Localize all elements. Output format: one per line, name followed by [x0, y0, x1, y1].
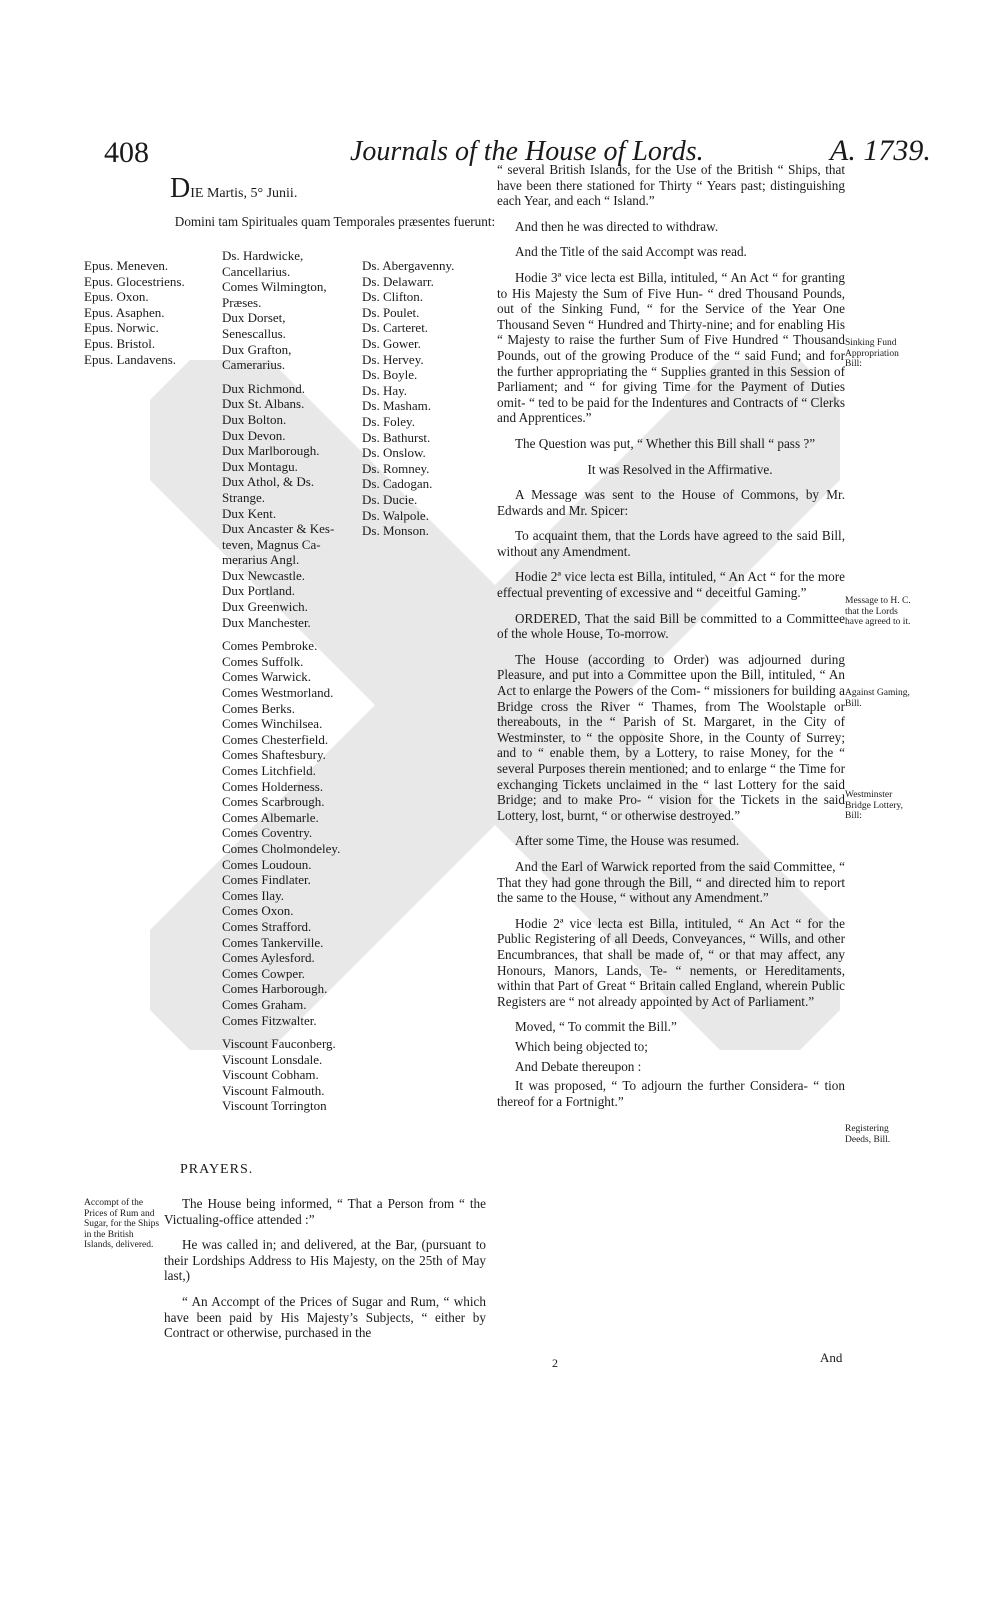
- duke-entry: merarius Angl.: [222, 552, 300, 568]
- duke-entry: Strange.: [222, 489, 265, 505]
- duke-entry: Dux Montagu.: [222, 458, 298, 474]
- bishop-entry: Epus. Bristol.: [84, 335, 156, 351]
- paragraph: And the Title of the said Accompt was read.: [515, 244, 747, 260]
- earl-entry: Comes Pembroke.: [222, 638, 318, 654]
- duke-entry: teven, Magnus Ca-: [222, 536, 321, 552]
- baron-entry: Ds. Delawarr.: [362, 273, 434, 289]
- officers-group: [222, 248, 340, 373]
- session-heading: [170, 173, 500, 243]
- viscounts-group: [222, 1036, 340, 1114]
- bishop-entry: Epus. Norwic.: [84, 320, 159, 336]
- baron-entry: Ds. Boyle.: [362, 367, 418, 383]
- baron-entry: Ds. Walpole.: [362, 507, 429, 523]
- margin-note-accompt: Accompt of the Prices of Rum and Sugar, for the Ships in the British Islands, delivered.: [84, 1198, 160, 1250]
- duke-entry: Dux Bolton.: [222, 411, 287, 427]
- officer-entry: Senescallus.: [222, 325, 286, 341]
- signature-mark: 2: [552, 1356, 558, 1370]
- paragraph: After some Time, the House was resumed.: [515, 833, 740, 849]
- earls-group: [222, 638, 340, 1028]
- viscount-entry: Viscount Cobham.: [222, 1067, 319, 1083]
- officer-entry: Præses.: [222, 294, 262, 310]
- baron-entry: Ds. Abergavenny.: [362, 258, 455, 273]
- page-number: 408: [104, 136, 149, 169]
- duke-entry: Dux Greenwich.: [222, 599, 308, 615]
- journal-title: Journals of the House of Lords.: [350, 136, 704, 167]
- baron-entry: Ds. Onslow.: [362, 445, 426, 461]
- earl-entry: Comes Cowper.: [222, 965, 306, 981]
- earl-entry: Comes Graham.: [222, 996, 307, 1012]
- margin-note-sinking-fund: Sinking Fund Appropriation Bill:: [845, 338, 899, 369]
- paragraph: The Question was put, “ Whether this Bill shall “ pass ?”: [515, 435, 816, 451]
- earl-entry: Comes Fitzwalter.: [222, 1012, 317, 1028]
- duke-entry: Dux Ancaster & Kes-: [222, 521, 335, 537]
- earl-entry: Comes Berks.: [222, 700, 295, 716]
- duke-entry: Dux Kent.: [222, 505, 277, 521]
- earl-entry: Comes Winchilsea.: [222, 716, 323, 732]
- paragraph: It was Resolved in the Affirmative.: [587, 461, 773, 477]
- margin-note-gaming: Against Gaming, Bill.: [845, 688, 910, 709]
- earl-entry: Comes Litchfield.: [222, 763, 316, 778]
- officer-entry: Dux Grafton,: [222, 341, 292, 357]
- viscount-entry: Viscount Torrington: [222, 1098, 327, 1114]
- earl-entry: Comes Albemarle.: [222, 809, 319, 825]
- baron-entry: Ds. Monson.: [362, 523, 429, 539]
- peers-list: [222, 248, 340, 1114]
- bishop-entry: Epus. Asaphen.: [84, 304, 165, 320]
- earl-entry: Comes Aylesford.: [222, 950, 315, 966]
- paragraph: And Debate thereupon :: [515, 1058, 642, 1074]
- earl-entry: Comes Strafford.: [222, 918, 312, 934]
- earl-entry: Comes Ilay.: [222, 887, 284, 903]
- viscount-entry: Viscount Lonsdale.: [222, 1051, 323, 1067]
- earl-entry: Comes Holderness.: [222, 778, 324, 794]
- officer-entry: Cancellarius.: [222, 263, 291, 279]
- duke-entry: Dux Manchester.: [222, 614, 311, 630]
- earl-entry: Comes Findlater.: [222, 872, 311, 888]
- session-date-text: IE Martis, 5° Junii.: [190, 186, 298, 201]
- earl-entry: Comes Warwick.: [222, 669, 311, 685]
- earl-entry: Comes Harborough.: [222, 981, 328, 997]
- baron-entry: Ds. Hay.: [362, 382, 408, 398]
- margin-note-registering: Registering Deeds, Bill.: [845, 1124, 891, 1145]
- officer-entry: Comes Wilmington,: [222, 279, 327, 295]
- earl-entry: Comes Tankerville.: [222, 934, 324, 950]
- margin-note-message: Message to H. C. that the Lords have agreed to it.: [845, 596, 911, 627]
- viscount-entry: Viscount Fauconberg.: [222, 1036, 336, 1052]
- duke-entry: Dux Marlborough.: [222, 443, 320, 459]
- barons-list: [362, 258, 454, 539]
- officer-entry: Dux Dorset,: [222, 310, 286, 326]
- baron-entry: Ds. Romney.: [362, 460, 430, 476]
- earl-entry: Comes Chesterfield.: [222, 731, 329, 747]
- duke-entry: Dux Portland.: [222, 583, 295, 599]
- bishop-entry: Epus. Glocestriens.: [84, 273, 185, 289]
- earl-entry: Comes Suffolk.: [222, 653, 304, 669]
- baron-entry: Ds. Poulet.: [362, 304, 420, 320]
- bishops-list: [84, 258, 185, 367]
- earl-entry: Comes Coventry.: [222, 825, 313, 841]
- earl-entry: Comes Westmorland.: [222, 685, 334, 701]
- paragraph: ORDERED, That the said Bill be committed to a Committee of the whole House, To-morrow.: [497, 610, 845, 642]
- earl-entry: Comes Loudoun.: [222, 856, 312, 872]
- present-line: Domini tam Spirituales quam Temporales præsentes fuerunt:: [174, 213, 496, 229]
- bishop-entry: Epus. Oxon.: [84, 289, 149, 305]
- earl-entry: Comes Cholmondeley.: [222, 840, 341, 856]
- session-date: [170, 173, 500, 204]
- paragraph: To acquaint them, that the Lords have agreed to the said Bill, without any Amendment.: [497, 528, 845, 559]
- duke-entry: Dux Newcastle.: [222, 567, 306, 583]
- paragraph: Which being objected to;: [515, 1038, 648, 1054]
- duke-entry: Dux Devon.: [222, 427, 286, 443]
- paragraph: And the Earl of Warwick reported from the said Committee, “ That they had gone through the Bill, “ and directed him to report the same to the House, “ without any Amendment.”: [497, 858, 845, 906]
- margin-note-westminster: Westminster Bridge Lottery, Bill:: [845, 790, 903, 821]
- dukes-group: [222, 381, 340, 631]
- paragraph: Hodie 3ª vice lecta est Billa, intituled, “ An Act “ for granting to His Majesty the Sum of Five Hun- “ dred Thousand Pounds, out of the Sinking Fund, “ for the Service of the Year One Thousand Seven “ Hundred and Thirty-nine; and for enabling His “ Majesty to raise the further Sum of Five Hundred “ Thousand Pounds, out of the growing Produce of the “ said Fund; and for the further appropriating the “ Supplies granted in this Session of Parliament; and “ for giving Time for the Payment of Duties omit- “ ted to be paid for the Indentures and Contracts of “ Clerks and Apprentices.”: [497, 269, 845, 426]
- catchword: And: [820, 1350, 843, 1365]
- paragraph: It was proposed, “ To adjourn the further Considera- “ tion thereof for a Fortnight.”: [497, 1078, 845, 1109]
- earl-entry: Comes Scarbrough.: [222, 794, 325, 810]
- baron-entry: Ds. Foley.: [362, 413, 415, 429]
- baron-entry: Ds. Cadogan.: [362, 476, 433, 492]
- drop-cap: D: [170, 173, 191, 204]
- baron-entry: Ds. Clifton.: [362, 289, 424, 305]
- paragraph: “ An Accompt of the Prices of Sugar and Rum, “ which have been paid by His Majesty’s Subjects, “ either by Contract or otherwise, purchased in the: [164, 1293, 486, 1341]
- officer-entry: Ds. Hardwicke,: [222, 248, 304, 263]
- paragraph: The House being informed, “ That a Person from “ the Victualing-office attended :”: [164, 1196, 486, 1227]
- bishop-entry: Epus. Meneven.: [84, 258, 169, 273]
- paragraph: The House (according to Order) was adjourned during Pleasure, and put into a Committee upon the Bill, intituled, “ An Act to enlarge the Powers of the Com- “ missioners for building a Bridge cross the River “ Thames, from The Woolstaple or thereabouts, in the “ Parish of St. Margaret, in the City of Westminster, to “ the opposite Shore, in the County of Surrey; and to “ enable them, by a Lottery, to raise Money, for the “ several Purposes therein mentioned; and to enlarge “ the Time for exchanging Tickets unclaimed in the “ last Lottery for the said Bridge; and to make Pro- “ vision for the Tickets in the said Lottery, lost, burnt, “ or otherwise destroyed.”: [497, 651, 845, 823]
- right-column-text: [497, 162, 845, 1119]
- paragraph: Moved, “ To commit the Bill.”: [515, 1019, 677, 1035]
- baron-entry: Ds. Carteret.: [362, 320, 429, 336]
- baron-entry: Ds. Gower.: [362, 335, 421, 351]
- bishop-entry: Epus. Landavens.: [84, 351, 177, 367]
- baron-entry: Ds. Masham.: [362, 398, 431, 414]
- year-heading: A. 1739.: [830, 134, 931, 167]
- paragraph: “ several British Islands, for the Use of the British “ Ships, that have been there stationed for Thirty “ Years past; distinguishing each Year, and each “ Island.”: [497, 162, 845, 209]
- earl-entry: Comes Shaftesbury.: [222, 747, 326, 763]
- duke-entry: Dux St. Albans.: [222, 396, 305, 412]
- paragraph: He was called in; and delivered, at the Bar, (pursuant to their Lordships Address to His Majesty, on the 25th of May last,): [164, 1237, 486, 1284]
- baron-entry: Ds. Bathurst.: [362, 429, 431, 445]
- paragraph: Hodie 2ª vice lecta est Billa, intituled, “ An Act “ for the more effectual preventing of excessive and “ deceitful Gaming.”: [497, 569, 845, 601]
- duke-entry: Dux Richmond.: [222, 380, 306, 396]
- officer-entry: Camerarius.: [222, 357, 286, 373]
- prayers-heading: PRAYERS.: [180, 1162, 254, 1177]
- baron-entry: Ds. Hervey.: [362, 351, 424, 367]
- viscount-entry: Viscount Falmouth.: [222, 1082, 325, 1098]
- left-column-text: [164, 1196, 486, 1351]
- earl-entry: Comes Oxon.: [222, 903, 294, 919]
- paragraph: And then he was directed to withdraw.: [515, 218, 719, 234]
- duke-entry: Dux Athol, & Ds.: [222, 474, 315, 490]
- paragraph: Hodie 2ª vice lecta est Billa, intituled, “ An Act “ for the Public Registering of all Deeds, Conveyances, “ Wills, and other Encumbrances, that shall be made of, “ or that may affect, any Honours, Manors, Lands, Te- “ nements, or Hereditaments, within that Part of Great “ Britain called England, wherein Public Registers are “ not already appointed by Act of Parliament.”: [497, 915, 845, 1009]
- baron-entry: Ds. Ducie.: [362, 491, 418, 507]
- paragraph: A Message was sent to the House of Commons, by Mr. Edwards and Mr. Spicer:: [497, 487, 845, 518]
